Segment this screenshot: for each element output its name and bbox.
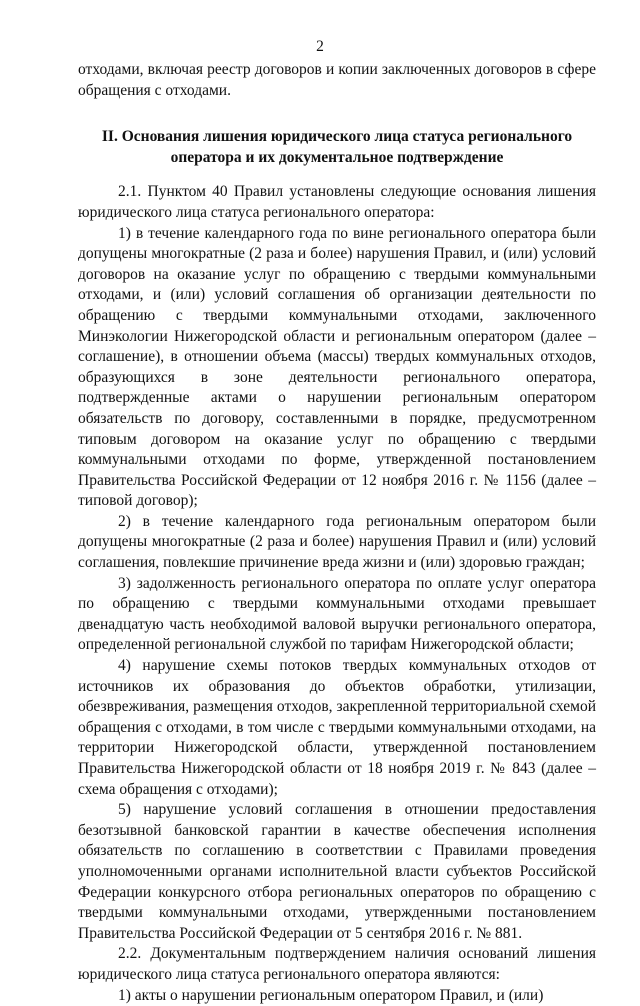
paragraph-2-1: 2.1. Пунктом 40 Правил установлены следующие основания лишения юридического лица статуса регионального оператора: (78, 183, 596, 221)
intro-paragraph: отходами, включая реестр договоров и копии заключенных договоров в сфере обращения с отходами. (78, 61, 596, 99)
paragraph-2-2-item-1: 1) акты о нарушении региональным оператором Правил, и (или) (118, 986, 544, 1004)
section-heading-line-1: II. Основания лишения юридического лица статуса регионального (101, 128, 573, 146)
page-number: 2 (316, 38, 324, 55)
paragraph-item-4: 4) нарушение схемы потоков твердых коммунальных отходов от источников их образования до объектов обработки, утилизации, обезвреживания, размещения отходов, закрепленной территориальной схемой обращения с отходами, в том числе с твердыми коммунальными отходами, на территории Нижегородской области, утвержденной постановлением Правительства Нижегородской области от 18 ноября 2019 г. № 843 (далее – схема обращения с отходами); (78, 657, 596, 798)
paragraph-item-2: 2) в течение календарного года региональным оператором были допущены многократные (2 раза и более) нарушения Правил и (или) условий соглашения, повлекшие причинение вреда жизни и (или) здоровью граждан; (78, 512, 596, 572)
document-body (78, 60, 596, 1006)
paragraph-item-5: 5) нарушение условий соглашения в отношении предоставления безотзывной банковской гарантии в качестве обеспечения исполнения обязательств по соглашению в соответствии с Правилами проведения уполномоченными органами исполнительной власти субъектов Российской Федерации конкурсного отбора региональных операторов по обращению с твердыми коммунальными отходами, утвержденными постановлением Правительства Российской Федерации от 5 сентября 2016 г. № 881. (78, 801, 596, 942)
paragraph-item-1: 1) в течение календарного года по вине регионального оператора были допущены многократные (2 раза и более) нарушения Правил, и (или) условий договоров на оказание услуг по обращению с твердыми коммунальными отходами, и (или) условий соглашения об организации деятельности по обращению с твердыми коммунальными отходами, заключенного Минэкологии Нижегородской области и региональным оператором (далее – соглашение), в отношении объема (массы) твердых коммунальных отходов, образующихся в зоне деятельности регионального оператора, подтвержденные актами о нарушении региональным оператором обязательств по договору, составленными в порядке, предусмотренном типовым договором на оказание услуг по обращению с твердыми коммунальными отходами по форме, утвержденной постановлением Правительства Российской Федерации от 12 ноября 2016 г. № 1156 (далее – типовой договор); (78, 224, 596, 510)
paragraph-item-3: 3) задолженность регионального оператора по оплате услуг оператора по обращению с твердыми коммунальными отходами превышает двенадцатую часть необходимой валовой выручки регионального оператора, определенной региональной службой по тарифам Нижегородской области; (78, 574, 596, 654)
paragraph-2-2: 2.2. Документальным подтверждением наличия оснований лишения юридического лица статуса регионального оператора являются: (78, 945, 596, 983)
section-heading (78, 127, 596, 168)
section-heading-line-2: оператора и их документальное подтверждение (170, 148, 504, 166)
